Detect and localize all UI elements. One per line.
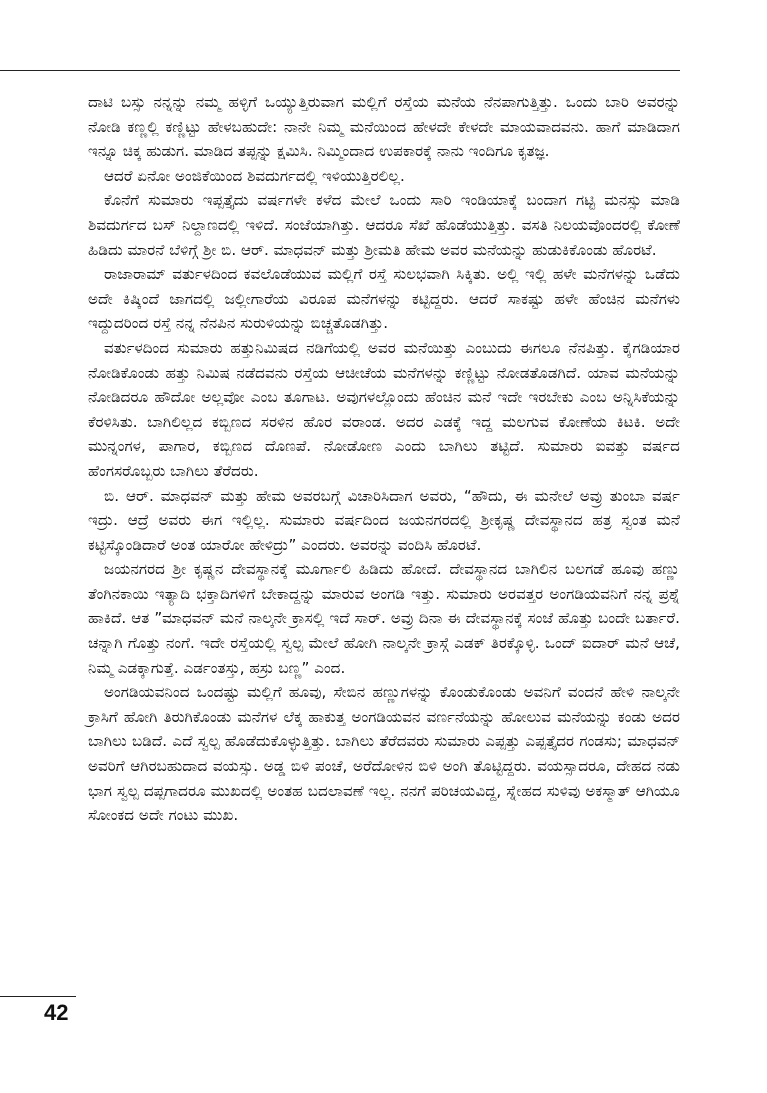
paragraph: ಆದರೆ ಏನೋ ಅಂಜಿಕೆಯಿಂದ ಶಿವದುರ್ಗದಲ್ಲಿ ಇಳಿಯುತ್ತಿರಲಿಲ್ಲ. bbox=[104, 166, 405, 185]
paragraph: ಬಿ. ಆರ್. ಮಾಧವನ್ ಮತ್ತು ಹೇಮ ಅವರಬಗ್ಗೆ ವಿಚಾರಿಸಿದಾಗ ಅವರು, “ಹೌದು, ಈ ಮನೇಲೆ ಅವ್ರು ತುಂಬಾ ವರ್ಷ ಇದ್ರು. ಆದ್ರೆ ಅವರು ಈಗ ಇಲ್ಲಿಲ್ಲ. ಸುಮಾರು ವರ್ಷದಿಂದ ಜಯನಗರದಲ್ಲಿ ಶ್ರೀಕೃಷ್ಣ ದೇವಸ್ಥಾನದ ಹತ್ರ ಸ್ವಂತ ಮನೆ ಕಟ್ಟಿಸ್ಕೊಂಡಿದಾರೆ ಅಂತ ಯಾರೋ ಹೇಳಿದ್ರು” ಎಂದರು. ಅವರನ್ನು ವಂದಿಸಿ ಹೊರಟೆ. bbox=[88, 486, 680, 554]
paragraph: ಜಯನಗರದ ಶ್ರೀ ಕೃಷ್ಣನ ದೇವಸ್ಥಾನಕ್ಕೆ ಮೂರ್ಗಾಲಿ ಹಿಡಿದು ಹೋದೆ. ದೇವಸ್ಥಾನದ ಬಾಗಿಲಿನ ಬಲಗಡೆ ಹೂವು ಹಣ್ಣು ತೆಂಗಿನಕಾಯಿ ಇತ್ಯಾದಿ ಭಕ್ತಾದಿಗಳಿಗೆ ಬೇಕಾದ್ದನ್ನು ಮಾರುವ ಅಂಗಡಿ ಇತ್ತು. ಸುಮಾರು ಅರವತ್ತರ ಅಂಗಡಿಯವನಿಗೆ ನನ್ನ ಪ್ರಶ್ನೆ ಹಾಕಿದೆ. ಆತ ”ಮಾಧವನ್ ಮನೆ ನಾಲ್ಕನೇ ಕ್ರಾಸಲ್ಲಿ ಇದೆ ಸಾರ್. ಅವ್ರು ದಿನಾ ಈ ದೇವಸ್ಥಾನಕ್ಕೆ ಸಂಜೆ ಹೊತ್ತು ಬಂದೇ ಬರ್ತಾರೆ. ಚನ್ನಾಗಿ ಗೊತ್ತು ನಂಗೆ. ಇದೇ ರಸ್ತೆಯಲ್ಲಿ ಸ್ವಲ್ಪ ಮೇಲೆ ಹೋಗಿ ನಾಲ್ಕನೇ ಕ್ರಾಸ್ಗೆ ಎಡಕ್ ತಿರಕ್ಕೊಳ್ಳಿ. ಒಂದ್ ಐದಾರ್ ಮನೆ ಆಚೆ, ನಿಮ್ಮ ಎಡಕ್ಕಾಗುತ್ತೆ. ಎರ್ಡಂತಸ್ತು, ಹಸ್ರು ಬಣ್ಣ” ಎಂದ. bbox=[88, 560, 680, 677]
paragraph: ದಾಟಿ ಬಸ್ಸು ನನ್ನನ್ನು ನಮ್ಮ ಹಳ್ಳಿಗೆ ಒಯ್ಯುತ್ತಿರುವಾಗ ಮಲ್ಲಿಗೆ ರಸ್ತೆಯ ಮನೆಯ ನೆನಪಾಗುತ್ತಿತ್ತು. ಒಂದು ಬಾರಿ ಅವರನ್ನು ನೋಡಿ ಕಣ್ಣಲ್ಲಿ ಕಣ್ಣಿಟ್ಟು ಹೇಳಬಹುದೇ: ನಾನೇ ನಿಮ್ಮ ಮನೆಯಿಂದ ಹೇಳದೇ ಕೇಳದೇ ಮಾಯವಾದವನು. ಹಾಗೆ ಮಾಡಿದಾಗ ಇನ್ನೂ ಚಿಕ್ಕ ಹುಡುಗ. ಮಾಡಿದ ತಪ್ಪನ್ನು ಕ್ಷಮಿಸಿ. ನಿಮ್ಮಿಂದಾದ ಉಪಕಾರಕ್ಕೆ ನಾನು ಇಂದಿಗೂ ಕೃತಜ್ಞ. bbox=[88, 93, 680, 161]
page-body bbox=[88, 90, 680, 828]
header-rule bbox=[0, 70, 680, 71]
page-number: 42 bbox=[44, 1000, 69, 1025]
paragraph: ಅಂಗಡಿಯವನಿಂದ ಒಂದಷ್ಟು ಮಲ್ಲಿಗೆ ಹೂವು, ಸೇಬಿನ ಹಣ್ಣುಗಳನ್ನು ಕೊಂಡುಕೊಂಡು ಅವನಿಗೆ ವಂದನೆ ಹೇಳಿ ನಾಲ್ಕನೇ ಕ್ರಾಸಿಗೆ ಹೋಗಿ ತಿರುಗಿಕೊಂಡು ಮನೆಗಳ ಲೆಕ್ಕ ಹಾಕುತ್ತ ಅಂಗಡಿಯವನ ವರ್ಣನೆಯನ್ನು ಹೋಲುವ ಮನೆಯನ್ನು ಕಂಡು ಅದರ ಬಾಗಿಲು ಬಡಿದೆ. ಎದೆ ಸ್ವಲ್ಪ ಹೊಡೆದುಕೊಳ್ಳುತ್ತಿತ್ತು. ಬಾಗಿಲು ತೆರೆದವರು ಸುಮಾರು ಎಪ್ಪತ್ತು ಎಪ್ಪತ್ತೈದರ ಗಂಡಸು; ಮಾಧವನ್ ಅವರಿಗೆ ಆಗಿರಬಹುದಾದ ವಯಸ್ಸು. ಅಡ್ಡ ಬಿಳಿ ಪಂಚೆ, ಅರೆದೋಳಿನ ಬಿಳಿ ಅಂಗಿ ತೊಟ್ಟಿದ್ದರು. ವಯಸ್ಸಾದರೂ, ದೇಹದ ನಡು ಭಾಗ ಸ್ವಲ್ಪ ದಪ್ಪಗಾದರೂ ಮುಖದಲ್ಲಿ ಅಂತಹ ಬದಲಾವಣೆ ಇಲ್ಲ. ನನಗೆ ಪರಿಚಯವಿದ್ದ, ಸ್ನೇಹದ ಸುಳಿವು ಅಕಸ್ಮಾತ್ ಆಗಿಯೂ ಸೋಂಕದ ಅದೇ ಗಂಟು ಮುಖ. bbox=[88, 683, 680, 825]
paragraph: ವರ್ತುಳದಿಂದ ಸುಮಾರು ಹತ್ತುನಿಮಿಷದ ನಡಿಗೆಯಲ್ಲಿ ಅವರ ಮನೆಯಿತ್ತು ಎಂಬುದು ಈಗಲೂ ನೆನಪಿತ್ತು. ಕೈಗಡಿಯಾರ ನೋಡಿಕೊಂಡು ಹತ್ತು ನಿಮಿಷ ನಡೆದವನು ರಸ್ತೆಯ ಆಚೀಚೆಯ ಮನೆಗಳನ್ನು ಕಣ್ಣಿಟ್ಟು ನೋಡತೊಡಗಿದೆ. ಯಾವ ಮನೆಯನ್ನು ನೋಡಿದರೂ ಹೌದೋ ಅಲ್ಲವೋ ಎಂಬ ತೂಗಾಟ. ಅವುಗಳಲ್ಲೊಂದು ಹೆಂಚಿನ ಮನೆ ಇದೇ ಇರಬೇಕು ಎಂಬ ಅನ್ನಿಸಿಕೆಯನ್ನು ಕೆರಳಿಸಿತು. ಬಾಗಿಲಿಲ್ಲದ ಕಬ್ಬಿಣದ ಸರಳಿನ ಹೊರ ವರಾಂಡ. ಅದರ ಎಡಕ್ಕೆ ಇದ್ದ ಮಲಗುವ ಕೋಣೆಯ ಕಿಟಕಿ. ಅದೇ ಮುನ್ನಂಗಳ, ಪಾಗಾರ, ಕಬ್ಬಿಣದ ದೊಣಪೆ. ನೋಡೋಣ ಎಂದು ಬಾಗಿಲು ತಟ್ಟಿದೆ. ಸುಮಾರು ಐವತ್ತು ವರ್ಷದ ಹೆಂಗಸರೊಬ್ಬರು ಬಾಗಿಲು ತೆರೆದರು. bbox=[88, 338, 680, 480]
paragraph: ರಾಜಾರಾಮ್ ವರ್ತುಳದಿಂದ ಕವಲೊಡೆಯುವ ಮಲ್ಲಿಗೆ ರಸ್ತೆ ಸುಲಭವಾಗಿ ಸಿಕ್ಕಿತು. ಅಲ್ಲಿ ಇಲ್ಲಿ ಹಳೇ ಮನೆಗಳನ್ನು ಒಡೆದು ಅದೇ ಕಿಷ್ಕಿಂದೆ ಜಾಗದಲ್ಲಿ ಜಲ್ಲೀಗಾರೆಯ ವಿರೂಪ ಮನೆಗಳನ್ನು ಕಟ್ಟಿದ್ದರು. ಆದರೆ ಸಾಕಷ್ಟು ಹಳೇ ಹೆಂಚಿನ ಮನೆಗಳು ಇದ್ದುದರಿಂದ ರಸ್ತೆ ನನ್ನ ನೆನಪಿನ ಸುರುಳಿಯನ್ನು ಬಿಚ್ಚತೊಡಗಿತ್ತು. bbox=[88, 265, 680, 333]
footer-rule bbox=[0, 996, 76, 997]
paragraph: ಕೊನೆಗೆ ಸುಮಾರು ಇಪ್ಪತ್ತೈದು ವರ್ಷಗಳೇ ಕಳೆದ ಮೇಲೆ ಒಂದು ಸಾರಿ ಇಂಡಿಯಾಕ್ಕೆ ಬಂದಾಗ ಗಟ್ಟಿ ಮನಸ್ಸು ಮಾಡಿ ಶಿವದುರ್ಗದ ಬಸ್ ನಿಲ್ದಾಣದಲ್ಲಿ ಇಳಿದೆ. ಸಂಜೆಯಾಗಿತ್ತು. ಆದರೂ ಸೆಖೆ ಹೊಡೆಯುತ್ತಿತ್ತು. ವಸತಿ ನಿಲಯವೊಂದರಲ್ಲಿ ಕೋಣೆ ಹಿಡಿದು ಮಾರನೆ ಬೆಳಿಗ್ಗೆ ಶ್ರೀ ಬಿ. ಆರ್. ಮಾಧವನ್ ಮತ್ತು ಶ್ರೀಮತಿ ಹೇಮ ಅವರ ಮನೆಯನ್ನು ಹುಡುಕಿಕೊಂಡು ಹೊರಟೆ. bbox=[88, 191, 680, 259]
